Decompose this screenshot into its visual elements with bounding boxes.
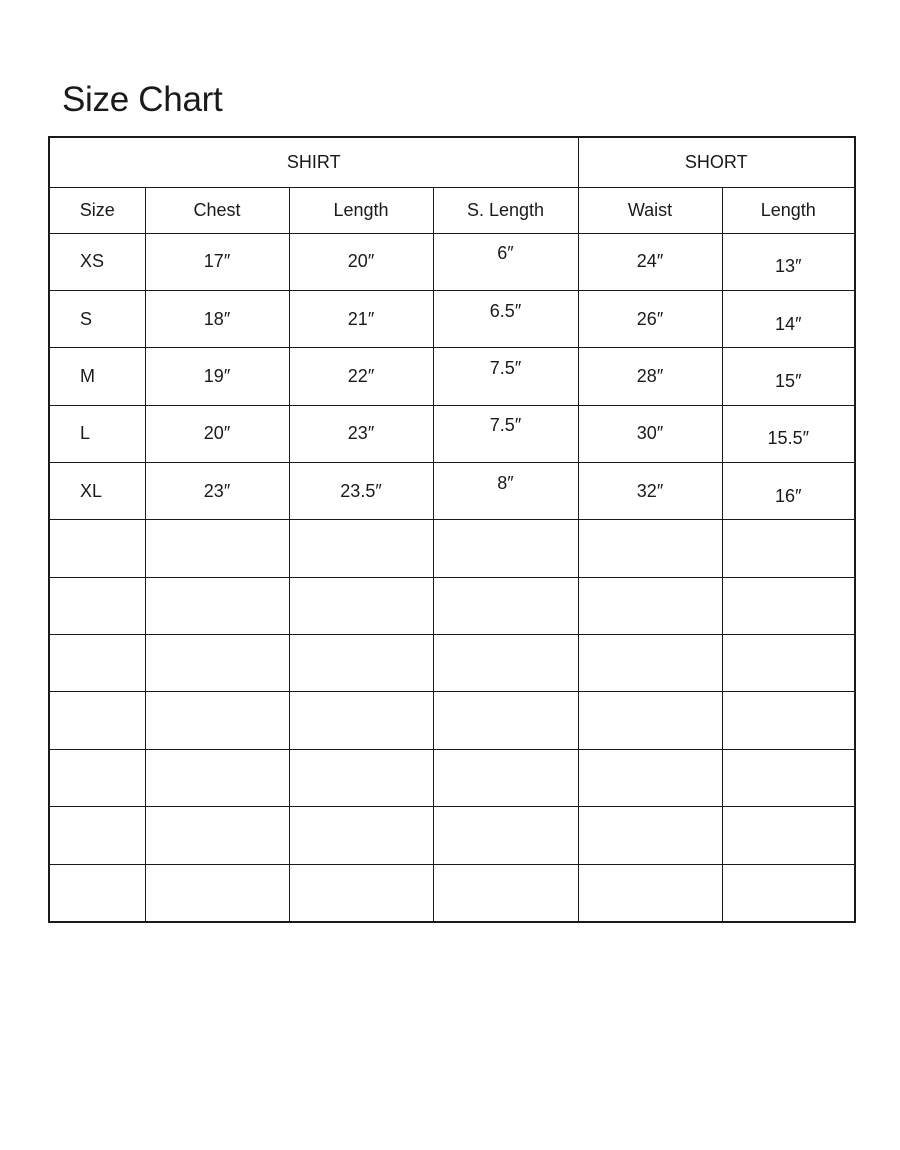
- cell-chest: [145, 635, 289, 692]
- cell-shirt-length: [289, 577, 433, 634]
- column-header-sleeve-length: S. Length: [433, 188, 578, 233]
- cell-waist: [578, 405, 722, 462]
- cell-short-length: [722, 290, 855, 347]
- cell-sleeve-length: [433, 290, 578, 347]
- cell-value: 6″: [497, 243, 514, 264]
- cell-value: 14″: [775, 313, 802, 334]
- table-row: [49, 348, 855, 405]
- cell-shirt-length: [289, 405, 433, 462]
- table-row: [49, 577, 855, 634]
- size-chart-table: [48, 136, 856, 923]
- cell-waist: [578, 692, 722, 749]
- cell-value: M: [80, 365, 95, 386]
- cell-chest: [145, 692, 289, 749]
- cell-chest: [145, 864, 289, 922]
- cell-waist: [578, 520, 722, 577]
- cell-chest: [145, 405, 289, 462]
- cell-value: 7.5″: [489, 415, 522, 436]
- cell-sleeve-length: [433, 635, 578, 692]
- cell-size: [49, 405, 145, 462]
- cell-waist: [578, 233, 722, 290]
- cell-chest: [145, 749, 289, 806]
- column-header-row: [49, 188, 855, 233]
- cell-shirt-length: [289, 749, 433, 806]
- cell-size: [49, 864, 145, 922]
- cell-shirt-length: [289, 807, 433, 864]
- cell-shirt-length: [289, 463, 433, 520]
- page-title: Size Chart: [62, 80, 223, 119]
- cell-chest: [145, 807, 289, 864]
- cell-size: [49, 463, 145, 520]
- cell-short-length: [722, 520, 855, 577]
- cell-short-length: [722, 463, 855, 520]
- cell-value: 26″: [636, 308, 664, 329]
- column-header-chest: Chest: [145, 188, 289, 233]
- cell-shirt-length: [289, 290, 433, 347]
- cell-short-length: [722, 577, 855, 634]
- cell-sleeve-length: [433, 520, 578, 577]
- table-row: [49, 520, 855, 577]
- cell-shirt-length: [289, 864, 433, 922]
- cell-value: 17″: [203, 251, 231, 272]
- cell-value: 13″: [775, 256, 802, 277]
- cell-shirt-length: [289, 348, 433, 405]
- cell-size: [49, 290, 145, 347]
- table-row: [49, 749, 855, 806]
- cell-size: [49, 749, 145, 806]
- table-row: [49, 864, 855, 922]
- cell-value: XS: [80, 251, 105, 272]
- cell-value: 21″: [347, 308, 375, 329]
- cell-sleeve-length: [433, 864, 578, 922]
- cell-waist: [578, 577, 722, 634]
- cell-size: [49, 520, 145, 577]
- column-header-waist: Waist: [578, 188, 722, 233]
- cell-short-length: [722, 233, 855, 290]
- cell-value: 8″: [497, 472, 514, 493]
- cell-size: [49, 692, 145, 749]
- column-header-short-length: Length: [722, 188, 855, 233]
- cell-chest: [145, 463, 289, 520]
- cell-value: 20″: [347, 251, 375, 272]
- cell-short-length: [722, 405, 855, 462]
- cell-short-length: [722, 749, 855, 806]
- cell-waist: [578, 635, 722, 692]
- cell-value: 7.5″: [489, 357, 522, 378]
- table-row: [49, 233, 855, 290]
- cell-value: 28″: [636, 365, 664, 386]
- cell-value: L: [80, 423, 91, 444]
- table-row: [49, 807, 855, 864]
- cell-value: 24″: [636, 251, 664, 272]
- cell-value: 30″: [636, 423, 664, 444]
- table-row: [49, 405, 855, 462]
- cell-value: XL: [80, 480, 103, 501]
- cell-sleeve-length: [433, 807, 578, 864]
- column-header-shirt-length: Length: [289, 188, 433, 233]
- cell-value: 20″: [203, 423, 231, 444]
- cell-shirt-length: [289, 692, 433, 749]
- table-row: [49, 692, 855, 749]
- group-header-short: SHORT: [578, 137, 855, 188]
- cell-value: 15″: [775, 370, 802, 391]
- group-header-row: [49, 137, 855, 188]
- table-row: [49, 463, 855, 520]
- cell-shirt-length: [289, 635, 433, 692]
- cell-sleeve-length: [433, 692, 578, 749]
- cell-sleeve-length: [433, 749, 578, 806]
- group-header-shirt: SHIRT: [49, 137, 578, 188]
- cell-waist: [578, 864, 722, 922]
- cell-value: 15.5″: [767, 428, 809, 449]
- cell-value: 19″: [203, 365, 231, 386]
- cell-value: 23″: [203, 480, 231, 501]
- cell-size: [49, 577, 145, 634]
- cell-sleeve-length: [433, 405, 578, 462]
- cell-value: 22″: [347, 365, 375, 386]
- column-header-size: Size: [49, 188, 145, 233]
- cell-chest: [145, 577, 289, 634]
- cell-value: S: [80, 308, 93, 329]
- cell-short-length: [722, 348, 855, 405]
- cell-value: 18″: [203, 308, 231, 329]
- cell-waist: [578, 463, 722, 520]
- cell-chest: [145, 290, 289, 347]
- cell-size: [49, 807, 145, 864]
- cell-waist: [578, 749, 722, 806]
- cell-value: 23.5″: [340, 480, 382, 501]
- cell-short-length: [722, 807, 855, 864]
- cell-shirt-length: [289, 520, 433, 577]
- cell-waist: [578, 290, 722, 347]
- cell-chest: [145, 520, 289, 577]
- cell-sleeve-length: [433, 233, 578, 290]
- cell-chest: [145, 348, 289, 405]
- cell-short-length: [722, 635, 855, 692]
- cell-sleeve-length: [433, 463, 578, 520]
- cell-waist: [578, 348, 722, 405]
- cell-short-length: [722, 692, 855, 749]
- cell-value: 16″: [775, 485, 802, 506]
- cell-size: [49, 348, 145, 405]
- cell-size: [49, 635, 145, 692]
- table-row: [49, 290, 855, 347]
- cell-value: 32″: [636, 480, 664, 501]
- cell-short-length: [722, 864, 855, 922]
- cell-value: 23″: [347, 423, 375, 444]
- cell-chest: [145, 233, 289, 290]
- cell-waist: [578, 807, 722, 864]
- table-row: [49, 635, 855, 692]
- cell-value: 6.5″: [489, 300, 522, 321]
- cell-size: [49, 233, 145, 290]
- cell-sleeve-length: [433, 348, 578, 405]
- cell-shirt-length: [289, 233, 433, 290]
- cell-sleeve-length: [433, 577, 578, 634]
